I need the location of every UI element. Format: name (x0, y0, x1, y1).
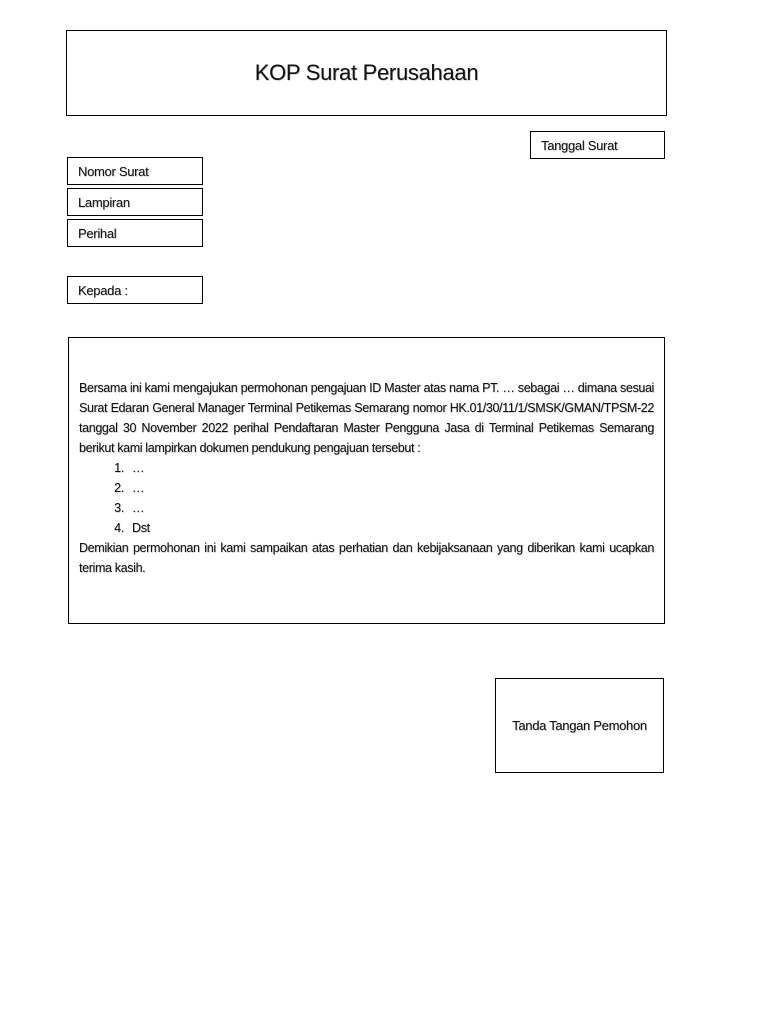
list-text: … (132, 461, 145, 475)
letterhead-title: KOP Surat Perusahaan (254, 60, 479, 85)
intro-paragraph: Bersama ini kami mengajukan permohonan pengajuan ID Master atas nama PT. … sebagai … dimana sesuai Surat Edaran General Manager Terminal Petikemas Semarang nomor HK.01/30/11/1/SMSK/GMAN/TPSM-22 tanggal 30 November 2022 perihal Pendaftaran Master Pengguna Jasa di Terminal Petikemas Semarang berikut kami lampirkan dokumen pendukung pengajuan tersebut : (79, 381, 654, 455)
attachment-field (67, 188, 203, 216)
list-number: 2. (114, 481, 124, 495)
attachment-label: Lampiran (78, 194, 130, 210)
list-number: 3. (114, 501, 124, 515)
list-number: 1. (114, 461, 124, 475)
list-text: Dst (132, 521, 150, 535)
list-item (79, 498, 654, 518)
date-label: Tanggal Surat (541, 137, 618, 153)
recipient-label: Kepada : (78, 282, 128, 298)
recipient-field (67, 276, 203, 304)
list-item (79, 478, 654, 498)
date-field (530, 131, 665, 159)
list-text: … (132, 501, 145, 515)
letter-body (68, 337, 665, 624)
letter-number-field (67, 157, 203, 185)
closing-paragraph: Demikian permohonan ini kami sampaikan atas perhatian dan kebijaksanaan yang diberikan kami ucapkan terima kasih. (79, 541, 654, 575)
list-text: … (132, 481, 145, 495)
letter-number-label: Nomor Surat (78, 163, 149, 179)
subject-field (67, 219, 203, 247)
signature-box (495, 678, 664, 773)
letterhead-box (66, 30, 667, 116)
list-item (79, 518, 654, 538)
subject-label: Perihal (78, 225, 117, 241)
list-item (79, 458, 654, 478)
signature-label: Tanda Tangan Pemohon (512, 718, 647, 733)
list-number: 4. (114, 521, 124, 535)
attachment-list (79, 458, 654, 538)
